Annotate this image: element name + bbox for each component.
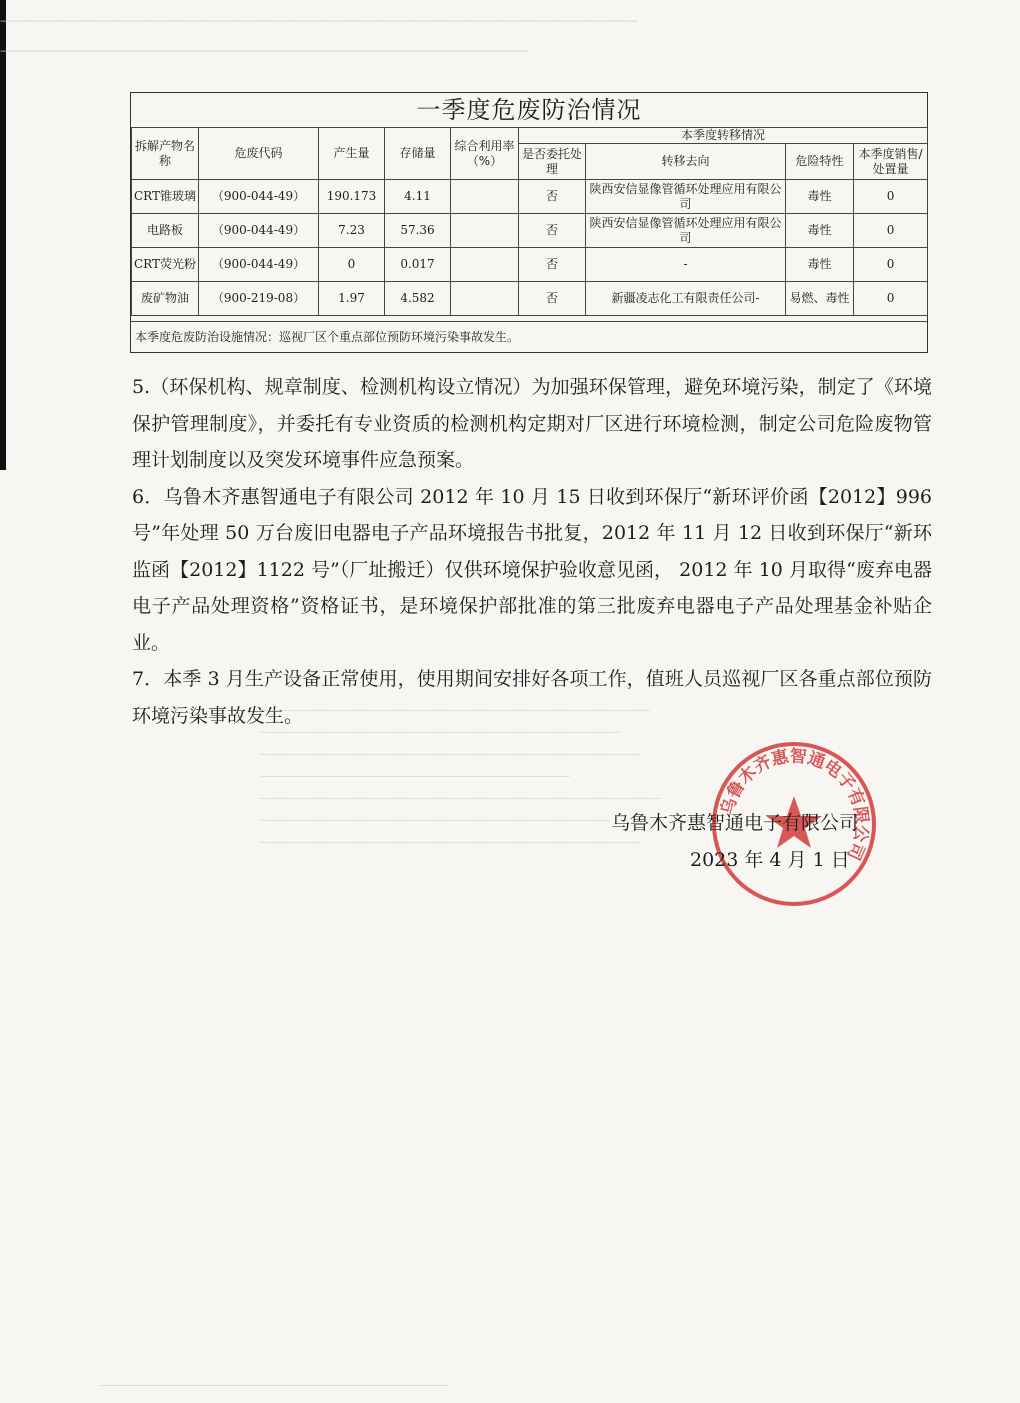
cell-produced: 190.173	[319, 180, 385, 214]
cell-stored: 4.11	[385, 180, 451, 214]
header-utilization: 综合利用率（%）	[451, 128, 519, 180]
table-row	[132, 214, 928, 248]
cell-code: （900-044-49）	[199, 248, 319, 282]
cell-product: 电路板	[132, 214, 199, 248]
header-code: 危废代码	[199, 128, 319, 180]
header-hazard: 危险特性	[786, 144, 854, 180]
cell-utilization	[451, 214, 519, 248]
signature-company: 乌鲁木齐惠智通电子有限公司	[611, 812, 859, 834]
bleed-through-line: ————————————————————————————————————————————————	[0, 44, 528, 57]
cell-product: CRT锥玻璃	[132, 180, 199, 214]
cell-entrusted: 否	[519, 282, 586, 316]
table-row	[132, 248, 928, 282]
cell-product: CRT荧光粉	[132, 248, 199, 282]
svg-text:乌鲁木齐惠智通电子有限公司: 乌鲁木齐惠智通电子有限公司	[717, 746, 872, 863]
cell-destination: 陕西安信显像管循环处理应用有限公司	[586, 214, 786, 248]
header-destination: 转移去向	[586, 144, 786, 180]
cell-disposed: 0	[854, 248, 928, 282]
table-row	[132, 282, 928, 316]
table-row	[132, 180, 928, 214]
report-body	[132, 369, 932, 734]
cell-hazard: 毒性	[786, 214, 854, 248]
cell-produced: 0	[319, 248, 385, 282]
cell-produced: 7.23	[319, 214, 385, 248]
paragraph-7: 7．本季 3 月生产设备正常使用，使用期间安排好各项工作，值班人员巡视厂区各重点部位预防环境污染事故发生。	[132, 668, 932, 727]
header-stored: 存储量	[385, 128, 451, 180]
cell-destination: -	[586, 248, 786, 282]
header-entrusted: 是否委托处理	[519, 144, 586, 180]
cell-code: （900-044-49）	[199, 214, 319, 248]
paragraph-5: 5.（环保机构、规章制度、检测机构设立情况）为加强环保管理，避免环境污染，制定了《环境保护管理制度》，并委托有专业资质的检测机构定期对厂区进行环境检测，制定公司危险废物管理计划制度以及突发环境事件应急预案。	[132, 376, 932, 471]
cell-stored: 0.017	[385, 248, 451, 282]
cell-disposed: 0	[854, 180, 928, 214]
signature-date: 2023 年 4 月 1 日	[690, 849, 850, 871]
cell-hazard: 毒性	[786, 248, 854, 282]
cell-utilization	[451, 282, 519, 316]
bleed-through-text: ——————————————————————————————————————— ———————————————————————————————————— —————————————————————————————————————— ——————————————————————————————— ———————————————————————————————————————— ——————————————————————————————————— ——————————————————————————————————————	[260, 705, 660, 848]
cell-entrusted: 否	[519, 180, 586, 214]
table-title: 一季度危废防治情况	[131, 93, 927, 128]
cell-utilization	[451, 248, 519, 282]
scan-edge	[0, 0, 6, 470]
cell-entrusted: 否	[519, 248, 586, 282]
header-product: 拆解产物名称	[132, 128, 199, 180]
table-note: 本季度危废防治设施情况：巡视厂区个重点部位预防环境污染事故发生。	[131, 321, 927, 352]
cell-code: （900-044-49）	[199, 180, 319, 214]
cell-disposed: 0	[854, 282, 928, 316]
cell-destination: 陕西安信显像管循环处理应用有限公司	[586, 180, 786, 214]
cell-code: （900-219-08）	[199, 282, 319, 316]
hazardous-waste-table-box	[130, 92, 928, 353]
bleed-through-footer: ——————————————————————————————————————————————————————————	[100, 1380, 450, 1391]
hazardous-waste-table	[131, 127, 928, 316]
cell-disposed: 0	[854, 214, 928, 248]
cell-utilization	[451, 180, 519, 214]
cell-destination: 新疆凌志化工有限责任公司-	[586, 282, 786, 316]
cell-produced: 1.97	[319, 282, 385, 316]
header-transfer-group: 本季度转移情况	[519, 128, 928, 144]
cell-stored: 57.36	[385, 214, 451, 248]
cell-product: 废矿物油	[132, 282, 199, 316]
cell-hazard: 易燃、毒性	[786, 282, 854, 316]
header-produced: 产生量	[319, 128, 385, 180]
cell-hazard: 毒性	[786, 180, 854, 214]
paragraph-6: 6．乌鲁木齐惠智通电子有限公司 2012 年 10 月 15 日收到环保厅“新环评价函【2012】996 号”年处理 50 万台废旧电器电子产品环境报告书批复，2012 年 11 月 12 日收到环保厅“新环监函【2012】1122 号”（厂址搬迁）仅供环境保护验收意见函， 2012 年 10 月取得“废弃电器电子产品处理资格”资格证书，是环境保护部批准的第三批废弃电器电子产品处理基金补贴企业。	[132, 485, 932, 654]
header-disposed: 本季度销售/处置量	[854, 144, 928, 180]
bleed-through-header: ——————————————————————————————————————————————————————————	[0, 14, 638, 27]
cell-entrusted: 否	[519, 214, 586, 248]
cell-stored: 4.582	[385, 282, 451, 316]
